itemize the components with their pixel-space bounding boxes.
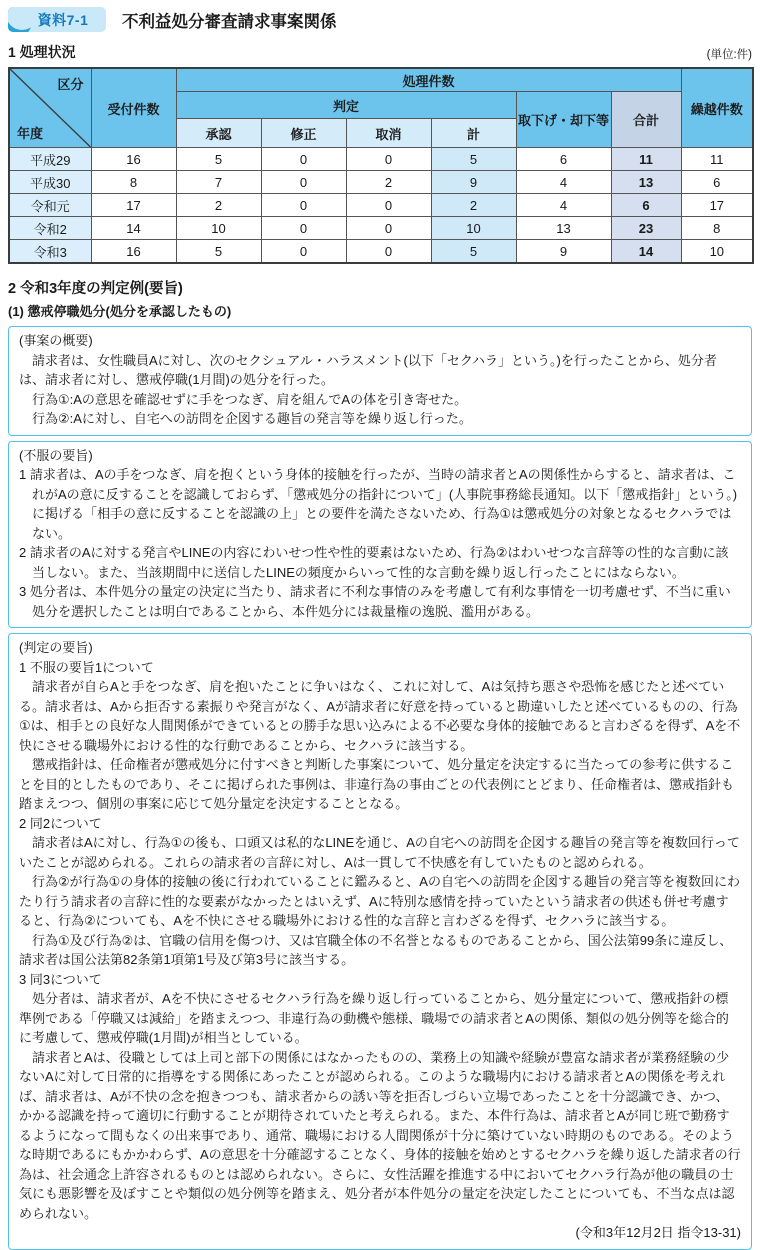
- document-title: 不利益処分審査請求事案関係: [122, 12, 337, 31]
- document-badge: [8, 7, 106, 32]
- col-header-withdrawn: 取下げ・却下等: [516, 92, 611, 148]
- cell-revoked: 0: [346, 217, 431, 240]
- col-header-received: 受付件数: [91, 68, 176, 148]
- judgment-heading-3: 3 同3について: [19, 971, 102, 987]
- cell-revoked: 0: [346, 194, 431, 217]
- col-header-subtotal: 計: [431, 119, 516, 148]
- judgment-paragraph: 請求者はAに対し、行為①の後も、口頭又は私的なLINEを通じ、Aの自宅への訪問を企図する趣旨の発言等を複数回行っていたことが認められる。これらの請求者の言辞に対し、Aは一貫して不快感を有していたものと認められる。: [19, 835, 740, 870]
- cell-carryover: 11: [681, 148, 753, 171]
- cell-received: 16: [91, 240, 176, 264]
- objection-item-3: 3 処分者は、本件処分の量定の決定に当たり、請求者に不利な事情のみを考慮して有利な事情を一切考慮せず、不当に重い処分を選択したことは明白であることから、本件処分には裁量権の逸脱、濫用がある。: [19, 584, 731, 619]
- cell-approved: 10: [176, 217, 261, 240]
- objection-box: [8, 441, 752, 629]
- cell-withdrawn: 4: [516, 171, 611, 194]
- directive-date: (令和3年12月2日 指令13-31): [575, 1225, 741, 1240]
- unit-label: (単位:件): [706, 49, 752, 61]
- act1-line: 行為①:Aの意思を確認せずに手をつなぎ、肩を組んでAの体を引き寄せた。: [32, 391, 468, 407]
- corner-label-kubun: 区分: [57, 77, 84, 92]
- cell-subtotal: 5: [431, 240, 516, 264]
- section1-heading: 1 処理状況: [8, 44, 76, 60]
- judgment-heading-2: 2 同2について: [19, 815, 102, 831]
- box-label: (判定の要旨): [19, 640, 93, 655]
- section2-subheading: (1) 懲戒停職処分(処分を承認したもの): [8, 304, 232, 319]
- section2-heading: 2 令和3年度の判定例(要旨): [8, 281, 183, 297]
- cell-revoked: 0: [346, 240, 431, 264]
- cell-modified: 0: [261, 217, 346, 240]
- judgment-paragraph: 行為②が行為①の身体的接触の後に行われていることに鑑みると、Aの自宅への訪問を企図する趣旨の発言等を複数回にわたり行う請求者の言辞に性的な要素がなかったとはいえず、Aに特別な感情を持っていたという請求者の供述も併せ考慮すると、行為②についても、Aを不快にさせる職場外における性的な言辞と言わざるを得ず、セクハラに該当する。: [19, 874, 740, 928]
- judgment-heading-1: 1 不服の要旨1について: [19, 659, 154, 675]
- processing-status-table: [8, 67, 754, 264]
- cell-approved: 7: [176, 171, 261, 194]
- judgment-paragraph: 懲戒指針は、任命権者が懲戒処分に付すべきと判断した事案について、処分量定を決定するに当たっての参考に供することを目的としたものであり、そこに掲げられた事例は、非違行為の事由ごとの代表例にとどまり、任命権者は、懲戒指針も踏まえつつ、個別の事案に応じて処分量定を決定することとなる。: [19, 757, 735, 811]
- cell-subtotal: 10: [431, 217, 516, 240]
- col-header-processed: 処理件数: [176, 68, 681, 92]
- cell-received: 14: [91, 217, 176, 240]
- col-header-carryover: 繰越件数: [681, 68, 753, 148]
- table-row: [9, 148, 753, 171]
- judgment-box: [8, 633, 752, 1250]
- section2: [8, 277, 752, 1250]
- cell-total: 23: [611, 217, 681, 240]
- cell-total: 14: [611, 240, 681, 264]
- cell-total: 11: [611, 148, 681, 171]
- case-summary-box: [8, 326, 752, 436]
- judgment-paragraph: 行為①及び行為②は、官職の信用を傷つけ、又は官職全体の不名誉となるものであることから、国公法第99条に違反し、請求者は国公法第82条第1項第1号及び第3号に該当する。: [19, 932, 733, 967]
- cell-total: 13: [611, 171, 681, 194]
- judgment-paragraph: 処分者は、請求者が、Aを不快にさせるセクハラ行為を繰り返し行っていることから、処分量定について、懲戒指針の標準例である「停職又は減給」を踏まえつつ、非違行為の動機や態様、職場での請求者とAの関係、類似の処分例等を総合的に考慮して、懲戒停職(1月間)が相当としている。: [19, 991, 729, 1045]
- cell-received: 17: [91, 194, 176, 217]
- cell-subtotal: 5: [431, 148, 516, 171]
- cell-carryover: 6: [681, 171, 753, 194]
- row-year-label: 令和3: [9, 240, 91, 264]
- judgment-paragraph: 請求者が自らAと手をつなぎ、肩を抱いたことに争いはなく、これに対して、Aは気持ち悪さや恐怖を感じたと述べている。請求者は、Aから拒否する素振りや発言がなく、Aが請求者に好意を持っていると勘違いしたと述べているものの、行為①は、相手との良好な人間関係ができているとの勝手な思い込みによる不必要な身体的接触であると言わざるを得ず、Aを不快にさせる職場外における性的な行動であることから、セクハラに該当する。: [19, 679, 741, 753]
- cell-withdrawn: 9: [516, 240, 611, 264]
- cell-revoked: 2: [346, 171, 431, 194]
- cell-subtotal: 9: [431, 171, 516, 194]
- cell-withdrawn: 4: [516, 194, 611, 217]
- box-label: (不服の要旨): [19, 447, 93, 463]
- row-year-label: 令和2: [9, 217, 91, 240]
- cell-subtotal: 2: [431, 194, 516, 217]
- cell-received: 8: [91, 171, 176, 194]
- cell-carryover: 8: [681, 217, 753, 240]
- objection-item-1: 1 請求者は、Aの手をつなぎ、肩を抱くという身体的接触を行ったが、当時の請求者とAの関係性からすると、請求者は、これがAの意に反することを認識しておらず、「懲戒処分の指針について」(人事院事務総長通知。以下「懲戒指針」という。)に掲げる「相手の意に反することを認識の上」との要件を満たさないため、行為①は懲戒処分の対象となるセクハラではない。: [19, 467, 738, 541]
- table-row: [9, 171, 753, 194]
- case-summary-paragraph: 請求者は、女性職員Aに対し、次のセクシュアル・ハラスメント(以下「セクハラ」という。)を行ったことから、処分者は、請求者に対し、懲戒停職(1月間)の処分を行った。: [19, 352, 717, 387]
- cell-modified: 0: [261, 194, 346, 217]
- cell-approved: 5: [176, 240, 261, 264]
- section1-heading-row: [8, 42, 752, 62]
- row-year-label: 平成29: [9, 148, 91, 171]
- row-year-label: 令和元: [9, 194, 91, 217]
- cell-revoked: 0: [346, 148, 431, 171]
- document-header: [8, 7, 752, 32]
- col-header-modified: 修正: [261, 119, 346, 148]
- cell-withdrawn: 13: [516, 217, 611, 240]
- cell-carryover: 10: [681, 240, 753, 264]
- col-header-revoked: 取消: [346, 119, 431, 148]
- cell-approved: 2: [176, 194, 261, 217]
- cell-carryover: 17: [681, 194, 753, 217]
- table-row: [9, 194, 753, 217]
- badge-label: 資料7-1: [37, 11, 89, 28]
- col-header-judgment: 判定: [176, 92, 516, 119]
- cell-modified: 0: [261, 148, 346, 171]
- col-header-approved: 承認: [176, 119, 261, 148]
- cell-received: 16: [91, 148, 176, 171]
- corner-label-nendo: 年度: [17, 126, 44, 141]
- cell-modified: 0: [261, 240, 346, 264]
- table-corner-cell: [9, 68, 91, 148]
- cell-approved: 5: [176, 148, 261, 171]
- table-row: [9, 217, 753, 240]
- objection-item-2: 2 請求者のAに対する発言やLINEの内容にわいせつ性や性的要素はないため、行為②はわいせつな言辞等の性的な言動に該当しない。また、当該期間中に送信したLINEの頻度からいって性的な言動を繰り返し行ったことにはならない。: [19, 545, 729, 580]
- cell-modified: 0: [261, 171, 346, 194]
- act2-line: 行為②:Aに対し、自宅への訪問を企図する趣旨の発言等を繰り返し行った。: [32, 411, 472, 426]
- col-header-total: 合計: [611, 92, 681, 148]
- judgment-paragraph: 請求者とAは、役職としては上司と部下の関係にはなかったものの、業務上の知識や経験が豊富な請求者が業務経験の少ないAに対して日常的に指導をする関係にあったことが認められる。このような職場内における請求者とAの関係を考えれば、請求者は、Aが不快の念を抱きつつも、請求者からの誘い等を拒否しづらい立場であったことを十分認識でき、かつ、かかる認識を持って適切に行動することが期待されていたと考えられる。また、本件行為は、請求者とAが同じ班で勤務するようになって間もなくの出来事であり、通常、職場における人間関係が十分に築けていない時期のものである。そのような時期であるにもかかわらず、Aの意思を十分確認することなく、身体的接触を始めとするセクハラを繰り返した請求者の行為は、社会通念上許容されるものとは認められない。さらに、女性活躍を推進する中においてセクハラ行為が他の職員の士気にも悪影響を及ぼすことや類似の処分例等を踏まえ、処分者が本件処分の量定を決定したことについても、不当な点は認められない。: [19, 1049, 741, 1221]
- cell-withdrawn: 6: [516, 148, 611, 171]
- table-row: [9, 240, 753, 264]
- box-label: (事案の概要): [19, 333, 93, 348]
- row-year-label: 平成30: [9, 171, 91, 194]
- cell-total: 6: [611, 194, 681, 217]
